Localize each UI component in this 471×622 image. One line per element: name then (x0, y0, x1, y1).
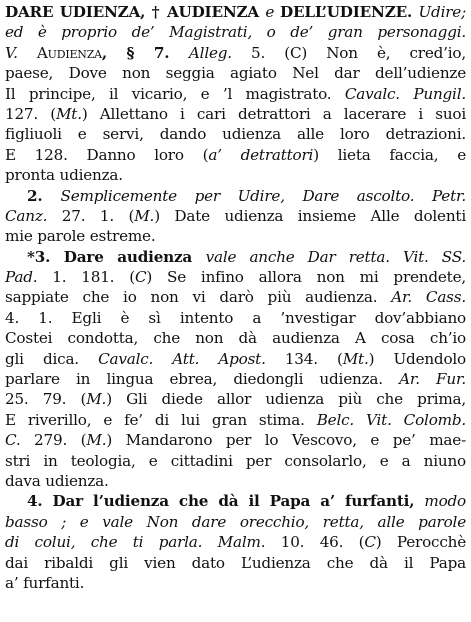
text-run: dai ribaldi gli vien dato L’udienza che dà il Papa (5, 553, 466, 572)
entry-line (5, 430, 466, 450)
entry-line (5, 410, 466, 430)
entry-line (5, 287, 466, 307)
italic-text: Semplicemente per Udire, Dare ascolto. Petr. (60, 186, 466, 205)
entry-line (5, 451, 466, 471)
text-run: ) Gli diede allor udienza più che prima, (106, 390, 466, 409)
italic-text: Alleg. (188, 43, 232, 62)
text-run: mie parole estreme. (5, 227, 156, 246)
bold-text: 4. Dar l’udienza che dà il Papa a’ furfanti, (27, 492, 425, 511)
entry-line (5, 247, 466, 267)
text-run: pronta udienza. (5, 166, 123, 185)
entry-line (5, 532, 466, 552)
entry-line (5, 226, 466, 246)
italic-text: Udire; (418, 3, 466, 21)
dictionary-entry (5, 2, 466, 593)
text-run: ) Allettano i cari detrattori a lacerare i suoi (81, 104, 466, 123)
italic-text: Ar. Cass. (391, 288, 466, 307)
entry-line (5, 471, 466, 491)
text-run: 134. ( (265, 349, 343, 368)
entry-line (5, 328, 466, 348)
italic-text: M. (86, 431, 107, 450)
text-run: Costei condotta, che non dà audienza A cosa ch’io (5, 329, 466, 348)
bold-text: , § 7. (101, 43, 189, 62)
italic-text: Belc. Vit. Colomb. (316, 410, 466, 429)
text-run: 4. 1. Egli è sì intento a ’nvestigar dov’abbiano (5, 308, 466, 327)
italic-text: M. (86, 390, 107, 409)
text-run: dava udienza. (5, 471, 109, 490)
text-run: 279. ( (20, 431, 87, 450)
text-run: ) lieta faccia, e (313, 145, 466, 164)
entry-line (5, 573, 466, 593)
text-run: ) Perocchè (375, 533, 466, 552)
italic-text: Canz. (5, 206, 48, 225)
text-run: a’ furfanti. (5, 573, 85, 592)
text-run: ) Date udienza insieme Alle dolenti (154, 206, 466, 225)
entry-line (5, 124, 466, 144)
text-run: ) Mandarono per lo Vescovo, e pe’ mae- (106, 431, 466, 450)
text-run: Il principe, il vicario, e ’l magistrato. (5, 84, 345, 103)
entry-line (5, 389, 466, 409)
entry-line (5, 206, 466, 226)
italic-text: e (265, 3, 281, 21)
text-run: 25. 79. ( (5, 390, 87, 409)
entry-line (5, 104, 466, 124)
entry-line (5, 63, 466, 83)
text-run: 1. 181. ( (37, 268, 135, 287)
entry-line (5, 22, 466, 42)
entry-line (5, 512, 466, 532)
text-run: gli dica. (5, 349, 99, 368)
entry-line (5, 267, 466, 287)
text-run: 5. (C) Non è, cred’io, (231, 43, 466, 62)
italic-text: M. (134, 206, 155, 225)
text-run: E 128. Danno loro ( (5, 145, 209, 164)
text-run: E riverillo, e fe’ di lui gran stima. (5, 410, 317, 429)
italic-text: a’ detrattori (208, 145, 314, 164)
text-run: ) Se infino allora non mi prendete, (146, 268, 466, 287)
italic-text: C. (5, 431, 21, 450)
italic-text: C (134, 268, 147, 287)
bold-text: *3. Dare audienza (27, 247, 206, 266)
text-run: figliuoli e servi, dando udienza alle loro detrazioni. (5, 125, 466, 144)
italic-text: modo (424, 492, 466, 511)
entry-line (5, 165, 466, 185)
entry-line (5, 369, 466, 389)
italic-text: ed è proprio de’ Magistrati, o de’ gran personaggi. (5, 23, 466, 42)
italic-text: Ar. Fur. (399, 370, 466, 389)
italic-text: Pad. (5, 268, 38, 287)
text-run: sappiate che io non vi darò più audienza. (5, 288, 392, 307)
text-run: 27. 1. ( (47, 206, 135, 225)
bold-text: DELL’UDIENZE. (280, 3, 419, 21)
entry-line (5, 43, 466, 63)
italic-text: V. (5, 43, 37, 62)
entry-line (5, 145, 466, 165)
italic-text: Cavalc. Att. Apost. (98, 349, 266, 368)
text-run: ) Udendolo (368, 349, 466, 368)
entry-line (5, 2, 466, 22)
entry-line (5, 349, 466, 369)
bold-text: 2. (27, 186, 61, 205)
italic-text: di colui, che ti parla. Malm. (5, 533, 266, 552)
entry-line (5, 553, 466, 573)
bold-text: DARE UDIENZA, † AUDIENZA (5, 3, 266, 21)
entry-line (5, 308, 466, 328)
italic-text: vale anche Dar retta. Vit. SS. (205, 247, 466, 266)
italic-text: Mt. (342, 349, 369, 368)
text-run: stri in teologia, e cittadini per consolarlo, e a niuno (5, 451, 466, 470)
text-run: 127. ( (5, 104, 56, 123)
entry-line (5, 84, 466, 104)
text-run: Audienza (36, 43, 102, 62)
italic-text: Cavalc. Pungil. (344, 84, 466, 103)
text-run: 10. 46. ( (265, 533, 365, 552)
italic-text: Mt. (55, 104, 82, 123)
italic-text: basso ; e vale Non dare orecchio, retta, alle parole (5, 512, 466, 531)
text-run: paese, Dove non seggia agiato Nel dar dell’udienze (5, 64, 466, 83)
italic-text: C (364, 533, 376, 552)
entry-line (5, 186, 466, 206)
entry-line (5, 491, 466, 511)
text-run: parlare in lingua ebrea, diedongli udienza. (5, 370, 400, 389)
